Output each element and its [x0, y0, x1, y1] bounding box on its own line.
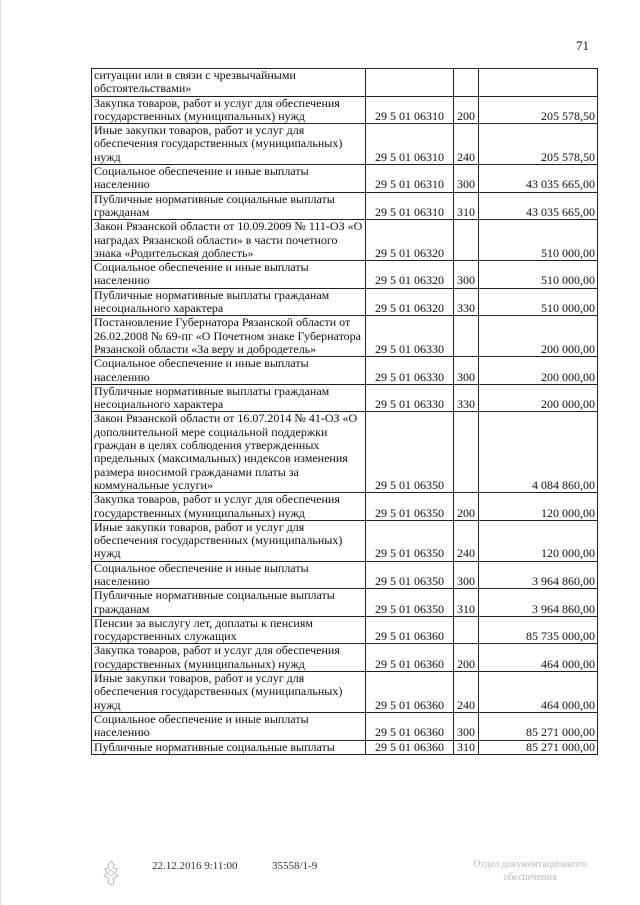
row-sum: 43 035 665,00 [479, 192, 598, 220]
page-footer [0, 858, 640, 898]
footer-doc-id: 35558/1-9 [272, 860, 318, 872]
table-row [92, 672, 598, 713]
row-code: 29 5 01 06310 [366, 192, 454, 220]
row-code [366, 69, 454, 97]
row-name: Закон Рязанской области от 10.09.2009 № 111-ОЗ «О наградах Рязанской области» в части почетного знака «Родительская доблесть» [92, 220, 366, 261]
row-name: Закупка товаров, работ и услуг для обеспечения государственных (муниципальных) нужд [92, 96, 366, 124]
row-name: Постановление Губернатора Рязанской области от 26.02.2008 № 69-пг «О Почетном знаке Губернатора Рязанской области «За веру и добродетель» [92, 316, 366, 357]
row-code: 29 5 01 06360 [366, 740, 454, 754]
row-sum: 200 000,00 [479, 357, 598, 385]
row-code: 29 5 01 06360 [366, 616, 454, 644]
row-code: 29 5 01 06310 [366, 165, 454, 193]
row-name: Социальное обеспечение и иные выплаты населению [92, 357, 366, 385]
row-sum: 85 271 000,00 [479, 712, 598, 740]
footer-stamp [450, 858, 610, 884]
row-vr [454, 220, 479, 261]
scan-margin-line [0, 0, 1, 905]
row-code: 29 5 01 06350 [366, 412, 454, 493]
row-vr: 300 [454, 165, 479, 193]
row-vr: 200 [454, 644, 479, 672]
row-code: 29 5 01 06360 [366, 712, 454, 740]
row-vr: 310 [454, 740, 479, 754]
row-sum: 510 000,00 [479, 220, 598, 261]
row-vr: 200 [454, 96, 479, 124]
table-row [92, 712, 598, 740]
row-vr: 300 [454, 357, 479, 385]
row-vr [454, 316, 479, 357]
row-code: 29 5 01 06330 [366, 384, 454, 412]
row-sum: 205 578,50 [479, 96, 598, 124]
table-row [92, 493, 598, 521]
row-sum: 200 000,00 [479, 384, 598, 412]
table-row [92, 589, 598, 617]
row-name: Публичные нормативные выплаты гражданам несоциального характера [92, 384, 366, 412]
row-name: Закупка товаров, работ и услуг для обеспечения государственных (муниципальных) нужд [92, 644, 366, 672]
row-name: Публичные нормативные социальные выплаты [92, 740, 366, 754]
row-name: Публичные нормативные социальные выплаты гражданам [92, 589, 366, 617]
row-name: Закупка товаров, работ и услуг для обеспечения государственных (муниципальных) нужд [92, 493, 366, 521]
table-row [92, 96, 598, 124]
row-name: Закон Рязанской области от 16.07.2014 № 41-ОЗ «О дополнительной мере социальной поддержки граждан в целях соблюдения утвержденных предельных (максимальных) индексов изменения размера вносимой гражданами платы за коммунальные услуги» [92, 412, 366, 493]
row-name: Иные закупки товаров, работ и услуг для обеспечения государственных (муниципальных) нужд [92, 124, 366, 165]
table-row [92, 357, 598, 385]
row-code: 29 5 01 06350 [366, 561, 454, 589]
table-row [92, 316, 598, 357]
table-row [92, 644, 598, 672]
row-sum: 510 000,00 [479, 261, 598, 289]
row-code: 29 5 01 06350 [366, 589, 454, 617]
row-vr [454, 412, 479, 493]
row-vr: 330 [454, 288, 479, 316]
table-row [92, 69, 598, 97]
row-vr: 300 [454, 261, 479, 289]
row-code: 29 5 01 06310 [366, 124, 454, 165]
row-name: Публичные нормативные выплаты гражданам несоциального характера [92, 288, 366, 316]
row-code: 29 5 01 06330 [366, 357, 454, 385]
row-name: Социальное обеспечение и иные выплаты населению [92, 261, 366, 289]
row-sum: 85 271 000,00 [479, 740, 598, 754]
footer-stamp-line1: Отдел документационного [473, 859, 587, 870]
table-row [92, 220, 598, 261]
row-code: 29 5 01 06350 [366, 520, 454, 561]
row-sum: 205 578,50 [479, 124, 598, 165]
row-sum: 464 000,00 [479, 644, 598, 672]
table-row [92, 384, 598, 412]
table-row [92, 288, 598, 316]
row-sum [479, 69, 598, 97]
row-name: ситуации или в связи с чрезвычайными обстоятельствами» [92, 69, 366, 97]
table-row [92, 561, 598, 589]
row-sum: 85 735 000,00 [479, 616, 598, 644]
row-code: 29 5 01 06320 [366, 261, 454, 289]
row-code: 29 5 01 06310 [366, 96, 454, 124]
row-vr: 300 [454, 561, 479, 589]
table-row [92, 261, 598, 289]
row-code: 29 5 01 06330 [366, 316, 454, 357]
row-sum: 3 964 860,00 [479, 589, 598, 617]
row-sum: 4 084 860,00 [479, 412, 598, 493]
budget-table [91, 68, 598, 755]
row-name: Публичные нормативные социальные выплаты гражданам [92, 192, 366, 220]
table-row [92, 616, 598, 644]
row-name: Социальное обеспечение и иные выплаты населению [92, 165, 366, 193]
table-row [92, 412, 598, 493]
row-vr: 300 [454, 712, 479, 740]
row-name: Иные закупки товаров, работ и услуг для обеспечения государственных (муниципальных) нужд [92, 672, 366, 713]
row-vr: 240 [454, 672, 479, 713]
row-sum: 120 000,00 [479, 520, 598, 561]
row-name: Социальное обеспечение и иные выплаты населению [92, 561, 366, 589]
footer-stamp-line2: обеспечения [503, 872, 557, 883]
row-vr: 310 [454, 589, 479, 617]
row-vr: 200 [454, 493, 479, 521]
row-code: 29 5 01 06320 [366, 288, 454, 316]
row-code: 29 5 01 06360 [366, 672, 454, 713]
row-vr: 240 [454, 520, 479, 561]
row-vr [454, 616, 479, 644]
row-sum: 120 000,00 [479, 493, 598, 521]
table-row [92, 165, 598, 193]
table-row [92, 740, 598, 754]
row-name: Пенсии за выслугу лет, доплаты к пенсиям государственных служащих [92, 616, 366, 644]
table-row [92, 124, 598, 165]
row-vr: 310 [454, 192, 479, 220]
row-name: Социальное обеспечение и иные выплаты населению [92, 712, 366, 740]
row-vr: 330 [454, 384, 479, 412]
coat-of-arms-icon [100, 860, 122, 886]
row-sum: 510 000,00 [479, 288, 598, 316]
table-row [92, 192, 598, 220]
row-name: Иные закупки товаров, работ и услуг для обеспечения государственных (муниципальных) нужд [92, 520, 366, 561]
footer-date: 22.12.2016 9:11:00 [152, 860, 238, 872]
row-sum: 43 035 665,00 [479, 165, 598, 193]
table-row [92, 520, 598, 561]
row-sum: 3 964 860,00 [479, 561, 598, 589]
row-code: 29 5 01 06350 [366, 493, 454, 521]
row-sum: 200 000,00 [479, 316, 598, 357]
row-code: 29 5 01 06360 [366, 644, 454, 672]
row-sum: 464 000,00 [479, 672, 598, 713]
row-code: 29 5 01 06320 [366, 220, 454, 261]
row-vr [454, 69, 479, 97]
page-number: 71 [576, 38, 589, 53]
row-vr: 240 [454, 124, 479, 165]
